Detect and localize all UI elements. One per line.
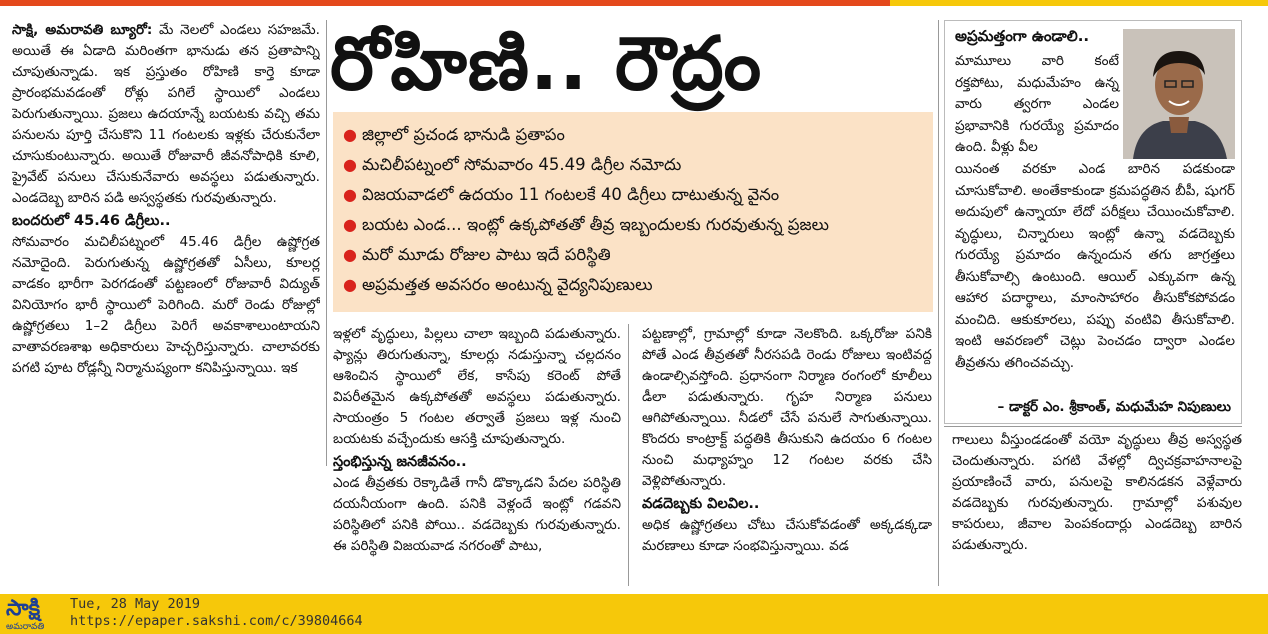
headline: రోహిణి.. రౌద్రం	[330, 21, 763, 107]
highlight-item	[343, 270, 923, 300]
column-1-para-2: సోమవారం మచిలీపట్నంలో 45.46 డిగ్రీల ఉష్ణోగ్రత నమోదైంది. పెరుగుతున్న ఉష్ణోగ్రతతో ఏసీలు, కూలర్ల వాడకం భారీగా పెరగడంతో పట్టణంలో రోజువారీ విద్యుత్ వినియోగం భారీ స్థాయిలో పెరిగింది. మరో రెండు రోజుల్లో ఉష్ణోగ్రతలు 1–2 డిగ్రీలు పెరిగే అవకాశాలుంటాయని వాతావరణశాఖ అధికారులు హెచ్చరిస్తున్నారు. చాలావరకు పగటి పూట రోడ్లన్నీ నిర్మానుష్యంగా కనిపిస్తున్నాయి. ఇక	[12, 234, 320, 376]
highlight-text: బయట ఎండ... ఇంట్లో ఉక్కపోతతో తీవ్ర ఇబ్బందులకు గురవుతున్న ప్రజలు	[361, 215, 829, 234]
subheading-life-halted: స్తంభిస్తున్న జనజీవనం..	[333, 454, 467, 470]
highlight-item	[343, 240, 923, 270]
publication-date: Tue, 28 May 2019	[70, 596, 201, 612]
red-dot-bullet-icon: ●	[343, 185, 357, 204]
sakshi-logo	[6, 596, 62, 632]
highlight-text: అప్రమత్తత అవసరం అంటున్న వైద్యనిపుణులు	[361, 275, 653, 294]
dateline: సాక్షి, అమరావతి బ్యూరో:	[12, 22, 153, 38]
highlight-text: మచిలీపట్నంలో సోమవారం 45.49 డిగ్రీల నమోదు	[361, 155, 682, 174]
highlight-item	[343, 180, 923, 210]
advice-body-part-1: మామూలు వారి కంటే రక్తపోటు, మధుమేహం ఉన్న వారు త్వరగా ఎండల ప్రభావానికి గురయ్యే ప్రమాదం ఉంది. వీళ్లు వీల	[955, 53, 1119, 155]
advice-title: అప్రమత్తంగా ఉండాలి..	[955, 27, 1090, 45]
advice-body-part-2: యినంత వరకూ ఎండ బారిన పడకుండా చూసుకోవాలి. అంతేకాకుండా క్రమపద్ధతిన బీపీ, షుగర్ అదుపులో ఉన్నాయా లేదో పరీక్షలు చేయించుకోవాలి. వృద్ధులు, చిన్నారులు ఇంట్లో ఉన్నా వడదెబ్బకు గురయ్యే ప్రమాదం ఉన్నందున తగు జాగ్రత్తలు తీసుకోవాల్సి ఉంటుంది. ఆయిల్ ఎక్కువగా ఉన్న ఆహార పదార్థాలు, మాంసాహారం తీసుకోకపోవడం మంచిది. ఆకుకూరలు, పప్పు వంటివి తీసుకోవాలి. ఇంటి ఆవరణలో చెట్లు పెంచడం ద్వారా ఎండల తీవ్రతను తగించవచ్చు.	[955, 161, 1235, 371]
doctor-signature: – డాక్టర్ ఎం. శ్రీకాంత్, మధుమేహ నిపుణులు	[997, 399, 1231, 415]
column-2-para-1: ఇళ్లలో వృద్ధులు, పిల్లలు చాలా ఇబ్బంది పడుతున్నారు. ఫ్యాన్లు తిరుగుతున్నా, కూలర్లు నడుస్తున్నా చల్లదనం ఆశించిన స్థాయిలో లేక, కాసేపు కరెంట్ పోతే విపరీతమైన ఉక్కపోతతో అవస్థలు పడుతున్నారు. సాయంత్రం 5 గంటల తర్వాతే ప్రజలు ఇళ్ల నుంచి బయటకు వచ్చేందుకు ఆసక్తి చూపుతున్నారు.	[333, 326, 621, 447]
article-column-1	[12, 20, 320, 466]
column-4-para-1: గాలులు వీస్తుండడంతో వయో వృద్ధులు తీవ్ర అస్వస్థత చెందుతున్నారు. పగటి వేళల్లో ద్విచక్రవాహనాలపై ప్రయాణించే వారు, పనులపై కాలినడకన వెళ్లేవారు వడదెబ్బకు గురవుతున్నారు. గ్రామాల్లో పశువుల కాపరులు, జీవాల పెంపకందార్లు ఎండదెబ్బ బారిన పడుతున్నారు.	[952, 432, 1242, 553]
highlight-item	[343, 120, 923, 150]
highlight-text: మరో మూడు రోజుల పాటు ఇదే పరిస్థితి	[361, 245, 611, 264]
highlight-text: జిల్లాలో ప్రచండ భానుడి ప్రతాపం	[361, 125, 565, 144]
doctor-photo	[1123, 29, 1235, 159]
article-column-4	[952, 430, 1242, 586]
section-divider	[944, 426, 1242, 427]
column-3-para-1: పట్టణాల్లో, గ్రామాల్లో కూడా నెలకొంది. ఒక్కరోజు పనికి పోతే ఎండ తీవ్రతతో నీరసపడి రెండు రోజులు ఇంటివద్ద ఉండాల్సివస్తోంది. ప్రధానంగా నిర్మాణ రంగంలో కూలీలు డీలా పడుతున్నారు. గృహ నిర్మాణ పనులు ఆగిపోతున్నాయి. నీడలో చేసే పనులే సాగుతున్నాయి. కొందరు కాంట్రాక్ట్ పద్ధతికి తీసుకుని ఉదయం 6 గంటల నుంచి మధ్యాహ్నం 12 గంటల వరకు చేసి వెళ్లిపోతున్నారు.	[642, 326, 932, 489]
subheading-heatstroke: వడదెబ్బకు విలవిల..	[642, 496, 760, 512]
column-divider-2	[628, 324, 629, 586]
column-2-para-2: ఎండ తీవ్రతకు రెక్కాడితే గానీ డొక్కాడని పేదల పరిస్థితి దయనీయంగా ఉంది. పనికి వెళ్లందే ఇంట్లో గడవని పరిస్థితిలో పనికి పోయి.. వడదెబ్బకు గురవుతున్నారు. ఈ పరిస్థితి విజయవాడ నగరంతో పాటు,	[333, 475, 621, 554]
doctor-advice-box	[944, 20, 1242, 424]
newspaper-page	[0, 6, 1268, 594]
article-column-2	[333, 324, 621, 590]
subheading-bandar: బందరులో 45.46 డిగ్రీలు..	[12, 213, 171, 229]
highlights-box	[333, 112, 933, 312]
column-divider-1	[326, 20, 327, 466]
red-dot-bullet-icon: ●	[343, 245, 357, 264]
logo-edition: అమరావతి	[6, 622, 45, 632]
column-1-para-1-text: మే నెలలో ఎండలు సహజమే. అయితే ఈ ఏడాది మరింతగా భానుడు తన ప్రతాపాన్ని చూపుతున్నాడు. ఇక ప్రస్తుతం రోహిణి కార్తె కూడా ప్రారంభమవడంతో రోళ్లు పగిలే స్థాయిలో ఎండలు పెరుగుతున్నాయి. ప్రజలు ఉదయాన్నే బయటకు వచ్చి తమ పనులను పూర్తి చేసుకొని 11 గంటలకు ఇళ్లకు చేరుకునేలా చూసుకుంటున్నారు. అయితే రోజువారీ జీవనోపాధికి కూలి, ప్రైవేట్ పనులు చేసుకునేవారు అవస్థలు పడుతున్నారు. ఎండదెబ్బ బారిన పడి అస్వస్థతకు గురవుతున్నారు.	[12, 22, 320, 206]
column-3-para-2: అధిక ఉష్ణోగ్రతలు చోటు చేసుకోవడంతో అక్కడక్కడా మరణాలు కూడా సంభవిస్తున్నాయి. వడ	[642, 517, 932, 554]
red-dot-bullet-icon: ●	[343, 155, 357, 174]
red-dot-bullet-icon: ●	[343, 215, 357, 234]
highlight-item	[343, 150, 923, 180]
column-divider-3	[938, 20, 939, 586]
doctor-portrait-icon	[1123, 29, 1235, 159]
article-column-3	[642, 324, 932, 590]
epaper-link[interactable]: https://epaper.sakshi.com/c/39804664	[70, 613, 363, 629]
column-1-para-1	[12, 20, 320, 209]
highlight-text: విజయవాడలో ఉదయం 11 గంటలకే 40 డిగ్రీలు దాటుతున్న వైనం	[361, 185, 780, 204]
red-dot-bullet-icon: ●	[343, 275, 357, 294]
footer-bar	[0, 594, 1268, 634]
highlight-item	[343, 210, 923, 240]
red-dot-bullet-icon: ●	[343, 125, 357, 144]
logo-text: సాక్షి	[6, 596, 41, 621]
